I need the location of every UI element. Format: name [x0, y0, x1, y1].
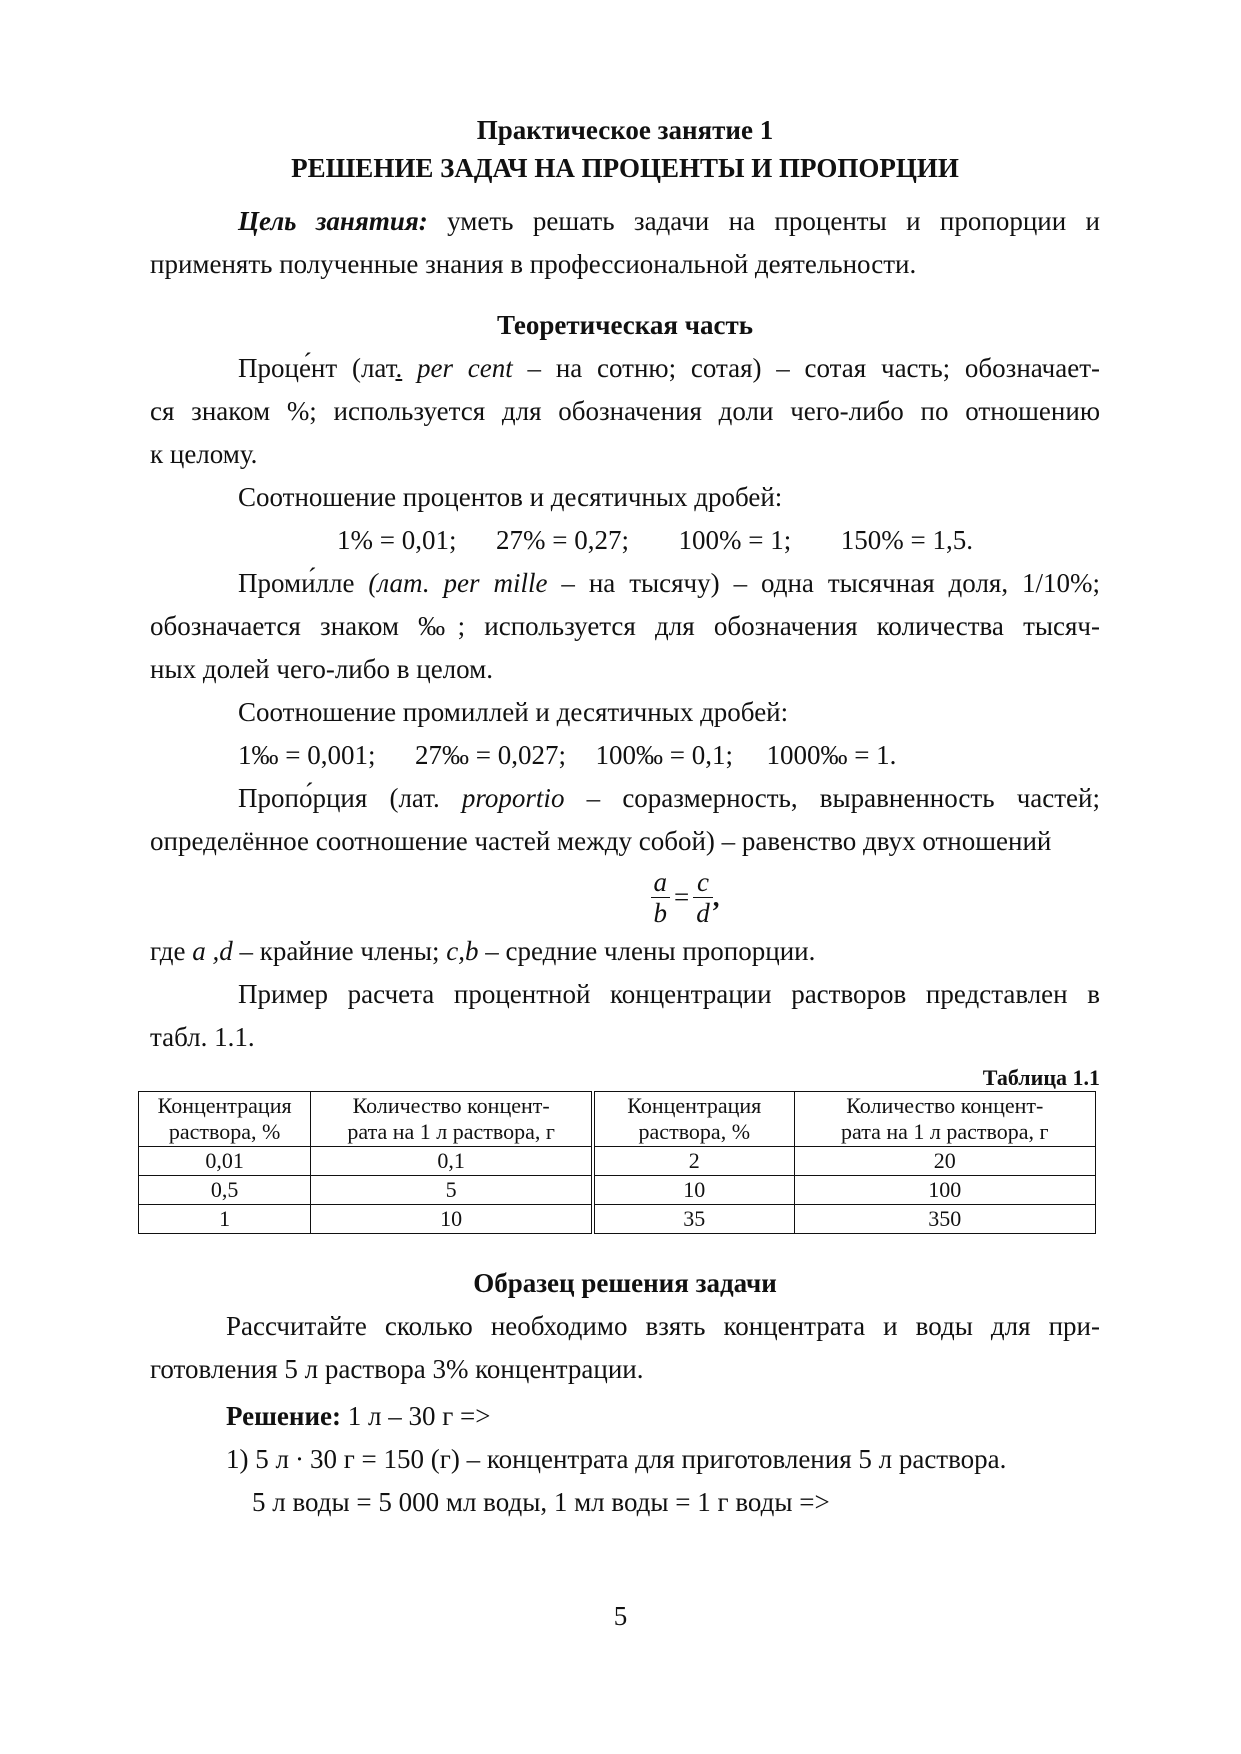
table-cell: 10 [311, 1205, 593, 1234]
permille-ratio-item: 1000‰ = 1. [766, 740, 897, 770]
permille-ratio-item: 100‰ = 0,1; [595, 740, 733, 770]
formula-comma: , [712, 882, 720, 912]
percent-ratio-row [150, 519, 1100, 562]
document-page [150, 112, 1100, 1524]
goal-text-line2: применять полученные знания в профессиональной деятельности. [150, 249, 917, 279]
percent-ratio-intro: Соотношение процентов и десятичных дробей: [238, 482, 783, 512]
table-caption: Таблица 1.1 [982, 1065, 1100, 1090]
permille-ratio-item: 1‰ = 0,001; [238, 740, 376, 770]
percent-def-line3: к целому. [150, 439, 258, 469]
proportion-latin: proportio [461, 783, 565, 813]
permille-ratio-row [150, 734, 1100, 777]
page-title: РЕШЕНИЕ ЗАДАЧ НА ПРОЦЕНТЫ И ПРОПОРЦИИ [291, 153, 959, 183]
table-row [139, 1176, 1096, 1205]
proportion-term: Пропо́рция (лат. [238, 783, 462, 813]
lesson-heading: Практическое занятие 1 [476, 115, 774, 145]
page-number: 5 [613, 1601, 628, 1631]
percent-def-line1: – на сотню; сотая) – сотая часть; обозначает- [512, 353, 1101, 383]
table-cell: 5 [311, 1176, 593, 1205]
concentration-table [138, 1091, 1096, 1234]
permille-def-line3: ных долей чего-либо в целом. [150, 654, 493, 684]
where-prefix: где [150, 936, 193, 966]
formula-b: b [653, 898, 667, 928]
permille-term: Проми́лле [238, 568, 369, 598]
task-line2: готовления 5 л раствора 3% концентрации. [150, 1354, 644, 1384]
table-header-cell: Количество концент- рата на 1 л раствора, г [311, 1092, 593, 1147]
permille-latin: (лат. per mille [368, 568, 548, 598]
permille-def-line1: – на тысячу) – одна тысячная доля, 1/10%; [547, 568, 1101, 598]
table-cell: 20 [794, 1147, 1095, 1176]
table-cell: 0,01 [139, 1147, 311, 1176]
percent-term: Проце́нт (лат [238, 353, 396, 383]
example-ref-line2: табл. 1.1. [150, 1022, 255, 1052]
table-cell: 10 [593, 1176, 794, 1205]
formula-equals: = [674, 882, 690, 912]
percent-ratio-item: 27% = 0,27; [496, 525, 629, 555]
permille-ratio-intro: Соотношение промиллей и десятичных дробей: [238, 697, 789, 727]
table-cell: 2 [593, 1147, 794, 1176]
formula-a: a [651, 867, 671, 898]
example-ref-line1: Пример расчета процентной концентрации растворов представлен в [238, 979, 1100, 1009]
proportion-formula [150, 867, 1100, 928]
percent-paragraph [150, 347, 1100, 476]
goal-text-line1: уметь решать задачи на проценты и пропорции и [447, 206, 1101, 236]
permille-ratio-item: 27‰ = 0,027; [414, 740, 566, 770]
table-row [139, 1205, 1096, 1234]
multiply-dot: · [294, 1444, 304, 1474]
goal-label: Цель занятия: [238, 206, 428, 236]
solution-start: 1 л – 30 г => [347, 1401, 491, 1431]
table-cell: 35 [593, 1205, 794, 1234]
table-header-row [139, 1092, 1096, 1147]
solution-line [150, 1395, 1100, 1438]
table-row [139, 1147, 1096, 1176]
percent-dot: . [395, 353, 403, 383]
solution-step1 [150, 1438, 1100, 1481]
fraction-c-over-d [693, 867, 713, 928]
percent-latin: per cent [417, 353, 513, 383]
proportion-paragraph [150, 777, 1100, 863]
where-suffix: – средние члены пропорции. [478, 936, 816, 966]
table-header-cell: Количество концент- рата на 1 л раствора, г [794, 1092, 1095, 1147]
step1-part-b: 30 г = 150 (г) – концентрата для приготовления 5 л раствора. [309, 1444, 1007, 1474]
where-mid: – крайние члены; [232, 936, 447, 966]
where-extremes: a ,d [192, 936, 233, 966]
table-cell: 350 [794, 1205, 1095, 1234]
table-cell: 0,1 [311, 1147, 593, 1176]
table-cell: 1 [139, 1205, 311, 1234]
formula-d: d [696, 898, 710, 928]
table-cell: 100 [794, 1176, 1095, 1205]
formula-c: c [693, 867, 713, 898]
step1-part-a: 1) 5 л [226, 1444, 289, 1474]
solution-step2: 5 л воды = 5 000 мл воды, 1 мл воды = 1 г воды => [252, 1487, 830, 1517]
where-means: c,b [446, 936, 479, 966]
percent-ratio-item: 100% = 1; [678, 525, 792, 555]
solution-label: Решение: [226, 1401, 341, 1431]
fraction-a-over-b [651, 867, 671, 928]
permille-def-line2: обозначается знаком ‰; используется для обозначения количества тысяч- [150, 611, 1100, 641]
goal-paragraph [150, 200, 1100, 286]
example-heading: Образец решения задачи [473, 1268, 777, 1298]
table-header-cell: Концентрация раствора, % [593, 1092, 794, 1147]
percent-ratio-item: 1% = 0,01; [337, 525, 457, 555]
percent-def-line2: ся знаком %; используется для обозначения доли чего-либо по отношению [150, 396, 1100, 426]
table-cell: 0,5 [139, 1176, 311, 1205]
theory-heading: Теоретическая часть [496, 310, 754, 340]
task-line1: Рассчитайте сколько необходимо взять концентрата и воды для при- [226, 1311, 1100, 1341]
proportion-def-line2: определённое соотношение частей между собой) – равенство двух отношений [150, 826, 1052, 856]
where-line [150, 930, 1100, 973]
proportion-def-line1: – соразмерность, выравненность частей; [564, 783, 1100, 813]
percent-ratio-item: 150% = 1,5. [840, 525, 973, 555]
permille-paragraph [150, 562, 1100, 691]
table-header-cell: Концентрация раствора, % [139, 1092, 311, 1147]
